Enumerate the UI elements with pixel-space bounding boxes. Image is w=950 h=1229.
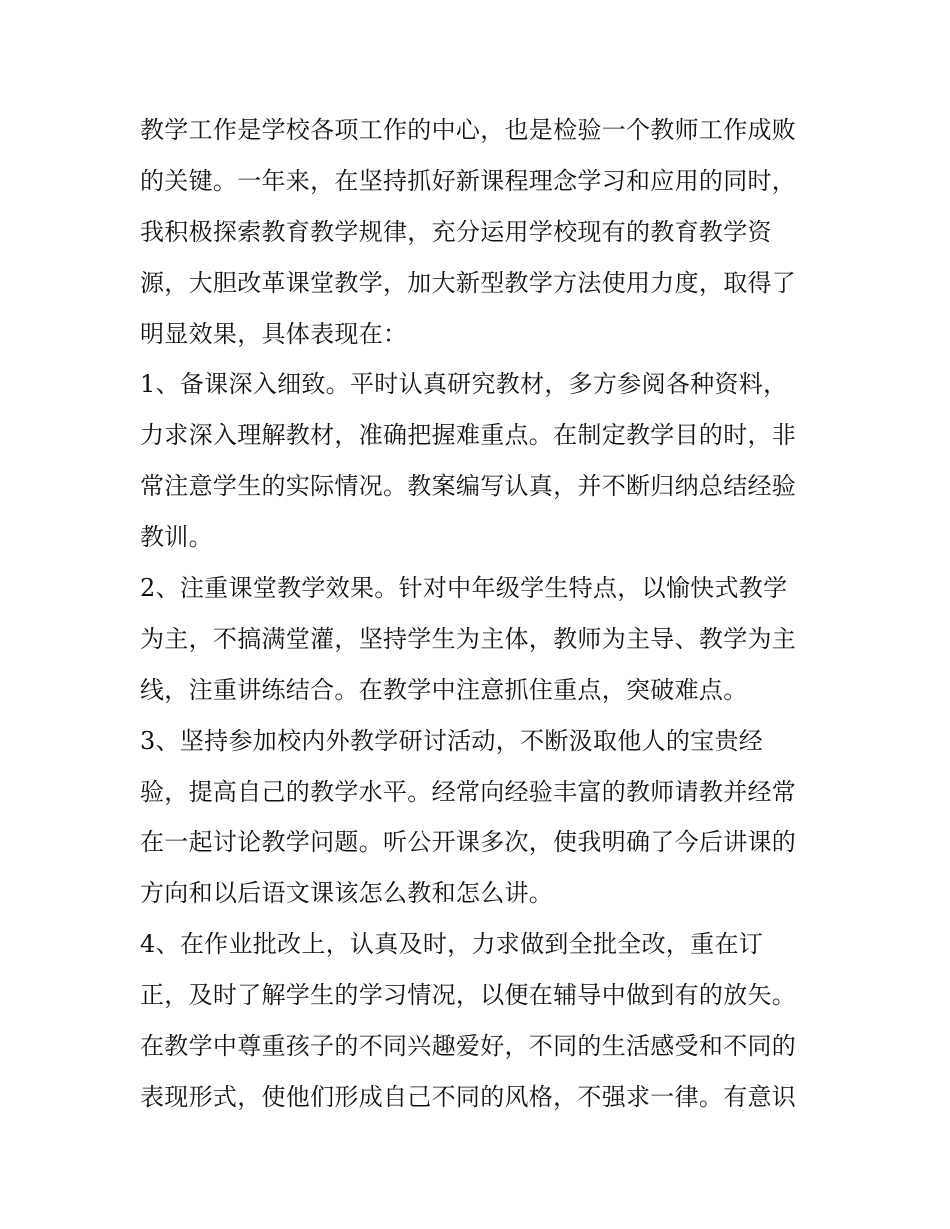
text-line: 教学工作是学校各项工作的中心，也是检验一个教师工作成败 [140, 116, 797, 144]
text-line: 力求深入理解教材，准确把握难重点。在制定教学目的时，非 [140, 421, 797, 450]
text-line: 我积极探索教育教学规律，充分运用学校现有的教育教学资 [140, 217, 772, 246]
text-line: 方向和以后语文课该怎么教和怎么讲。 [140, 879, 554, 908]
text-line: 为主，不搞满堂灌，坚持学生为主体，教师为主导、教学为主 [140, 624, 797, 653]
text-line: 的关键。一年来，在坚持抓好新课程理念学习和应用的同时， [140, 166, 797, 195]
text-line: 4、在作业批改上，认真及时，力求做到全批全改，重在订 [140, 930, 764, 959]
text-line: 正，及时了解学生的学习情况，以便在辅导中做到有的放矢。 [140, 981, 797, 1010]
document-body [140, 105, 820, 1123]
text-line: 明显效果，具体表现在： [140, 319, 408, 348]
text-line: 线，注重讲练结合。在教学中注意抓住重点，突破难点。 [140, 675, 748, 704]
text-line: 在教学中尊重孩子的不同兴趣爱好，不同的生活感受和不同的 [140, 1032, 797, 1061]
text-line: 表现形式，使他们形成自己不同的风格，不强求一律。有意识 [140, 1082, 797, 1111]
text-line: 2、注重课堂教学效果。针对中年级学生特点，以愉快式教学 [140, 574, 788, 603]
text-line: 3、坚持参加校内外教学研讨活动，不断汲取他人的宝贵经 [140, 726, 764, 755]
text-line: 教训。 [140, 523, 213, 552]
text-line: 源，大胆改革课堂教学，加大新型教学方法使用力度，取得了 [140, 268, 797, 297]
text-line: 1、备课深入细致。平时认真研究教材，多方参阅各种资料， [140, 370, 788, 399]
text-line: 常注意学生的实际情况。教案编写认真，并不断归纳总结经验 [140, 472, 797, 501]
text-line: 验，提高自己的教学水平。经常向经验丰富的教师请教并经常 [140, 777, 797, 806]
text-line: 在一起讨论教学问题。听公开课多次，使我明确了今后讲课的 [140, 828, 797, 857]
